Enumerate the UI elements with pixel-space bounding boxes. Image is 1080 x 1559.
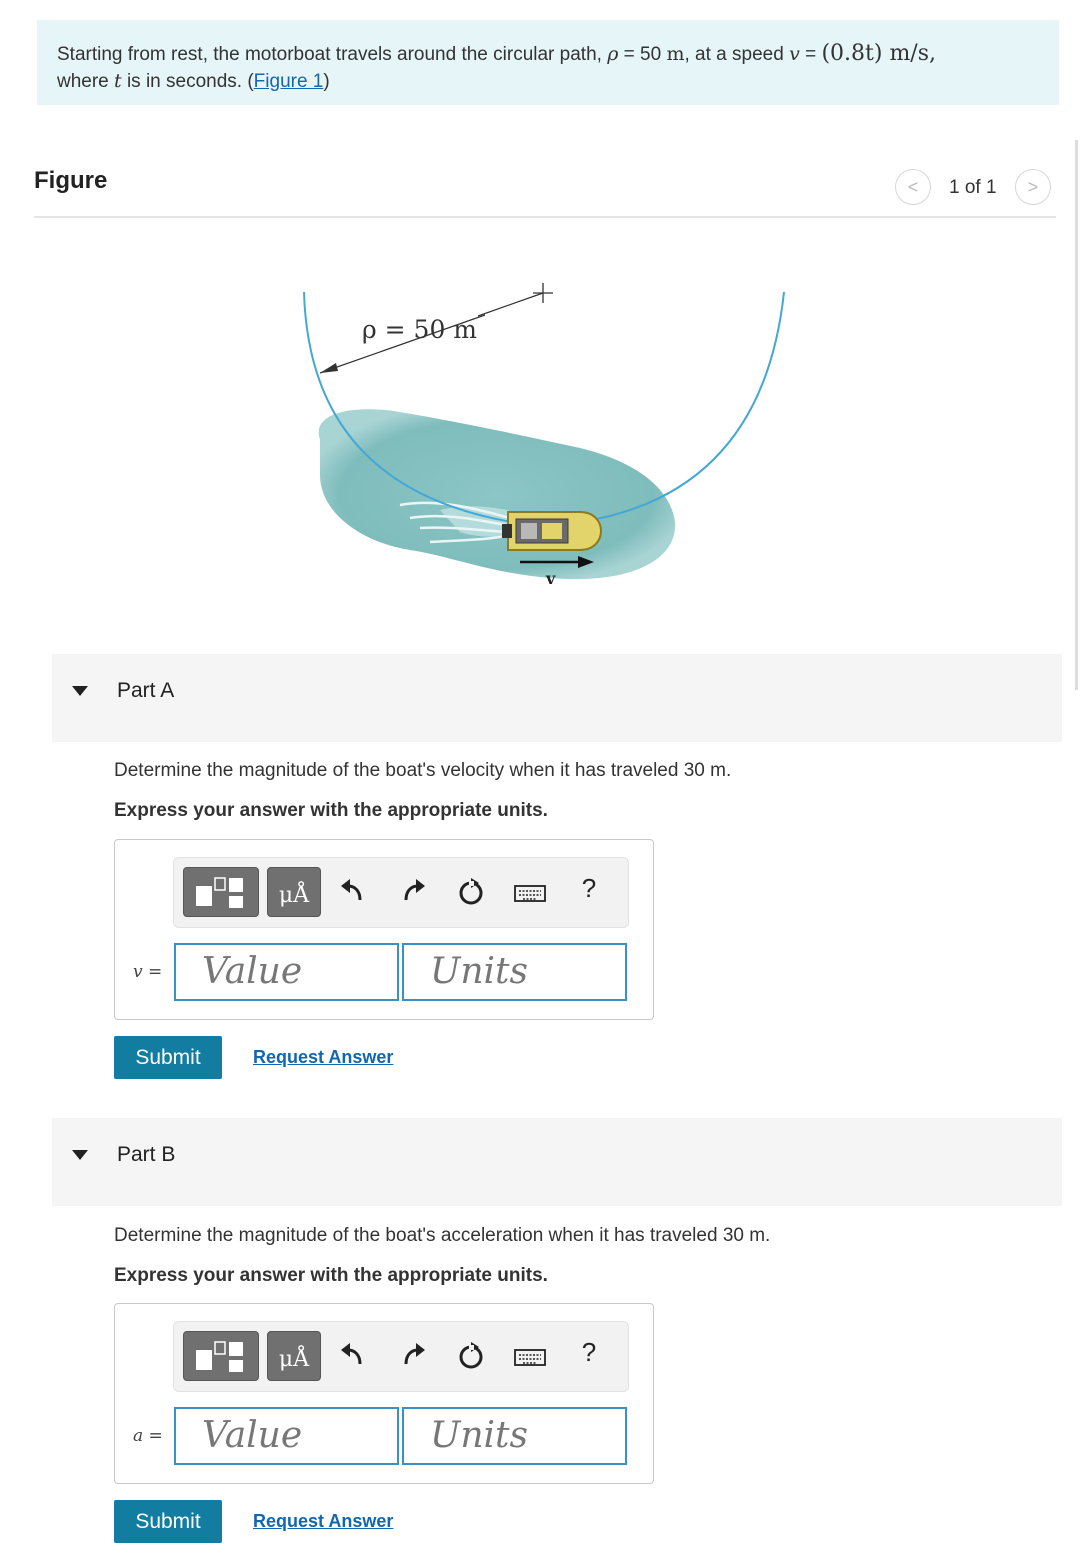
chevron-left-icon: < [907, 177, 919, 197]
templates-icon [184, 1332, 258, 1380]
figure-link[interactable]: Figure 1 [253, 71, 324, 92]
part-a-label: Part A [117, 679, 175, 702]
value-input[interactable]: Value [174, 1407, 399, 1465]
part-a-instruction: Express your answer with the appropriate units. [114, 800, 548, 821]
rho-unit: m [666, 43, 685, 65]
part-b-question: Determine the magnitude of the boat's acceleration when it has traveled 30 m. [114, 1225, 771, 1246]
help-button[interactable] [574, 1338, 604, 1372]
undo-icon [338, 874, 368, 908]
part-b-request-answer-link[interactable]: Request Answer [253, 1511, 394, 1531]
help-icon: ? [581, 873, 597, 903]
part-a-answer-box [114, 839, 654, 1020]
problem-text [57, 40, 936, 95]
units-icon: μÅ [278, 1347, 310, 1372]
units-input[interactable]: Units [402, 943, 627, 1001]
part-a-header[interactable] [52, 654, 1062, 742]
prev-figure-button[interactable] [895, 169, 931, 205]
problem-line2-mid: is in seconds. ( [121, 71, 254, 92]
value-input[interactable]: Value [174, 943, 399, 1001]
keyboard-icon [512, 874, 548, 908]
part-a-toolbar [173, 857, 629, 928]
part-b-header[interactable] [52, 1118, 1062, 1206]
templates-button[interactable] [183, 867, 259, 917]
keyboard-icon [512, 1338, 548, 1372]
water-surface [319, 409, 675, 579]
part-b-submit-button[interactable]: Submit [114, 1500, 222, 1543]
collapse-triangle-icon[interactable] [72, 1150, 88, 1160]
scrollbar[interactable] [1075, 140, 1078, 690]
redo-button[interactable] [398, 1338, 428, 1372]
units-button[interactable] [267, 867, 321, 917]
units-input[interactable]: Units [402, 1407, 627, 1465]
radius-line-to-center [478, 293, 543, 316]
part-a-submit-button[interactable]: Submit [114, 1036, 222, 1079]
problem-line2-start: where [57, 71, 115, 92]
v-equals: = [799, 44, 822, 65]
help-button[interactable] [574, 874, 604, 908]
next-figure-button[interactable] [1015, 169, 1051, 205]
problem-line1-mid: , at a speed [684, 44, 790, 65]
part-a-request-answer-link[interactable]: Request Answer [253, 1047, 394, 1067]
undo-icon [338, 1338, 368, 1372]
collapse-triangle-icon[interactable] [72, 686, 88, 696]
radius-arrowhead [320, 363, 338, 373]
v-symbol: v [789, 43, 800, 65]
chevron-right-icon: > [1027, 177, 1039, 197]
figure-divider [34, 216, 1056, 218]
motorboat-figure [290, 260, 810, 610]
part-b-answer-box [114, 1303, 654, 1484]
radius-label: ρ = 50 m [362, 315, 478, 344]
reset-button[interactable] [456, 1338, 486, 1372]
part-b-label: Part B [117, 1143, 176, 1166]
help-icon: ? [581, 1337, 597, 1367]
templates-icon [184, 868, 258, 916]
problem-line1-start: Starting from rest, the motorboat travels around the circular path, [57, 44, 608, 65]
redo-icon [398, 1338, 428, 1372]
undo-button[interactable] [338, 874, 368, 908]
rho-equals: = 50 [618, 44, 667, 65]
undo-button[interactable] [338, 1338, 368, 1372]
reset-icon [456, 874, 486, 908]
part-b-instruction: Express your answer with the appropriate units. [114, 1265, 548, 1286]
reset-icon [456, 1338, 486, 1372]
velocity-label: v [546, 569, 556, 588]
templates-button[interactable] [183, 1331, 259, 1381]
part-a-question: Determine the magnitude of the boat's velocity when it has traveled 30 m. [114, 760, 732, 781]
units-icon: μÅ [278, 883, 310, 908]
redo-button[interactable] [398, 874, 428, 908]
figure-pager [895, 169, 1055, 205]
redo-icon [398, 874, 428, 908]
keyboard-button[interactable] [512, 874, 548, 908]
variable-a-label: a = [133, 1426, 163, 1446]
keyboard-button[interactable] [512, 1338, 548, 1372]
t-symbol: t [114, 70, 122, 92]
problem-line2-end: ) [323, 71, 330, 92]
problem-statement [37, 20, 1059, 105]
reset-button[interactable] [456, 874, 486, 908]
rho-symbol: ρ [607, 43, 619, 65]
units-button[interactable] [267, 1331, 321, 1381]
v-expression: (0.8t) m/s, [821, 41, 936, 66]
figure-title: Figure [34, 167, 108, 194]
variable-v-label: v = [133, 962, 163, 982]
motorboat [502, 512, 601, 550]
part-b-toolbar [173, 1321, 629, 1392]
figure-counter: 1 of 1 [949, 177, 997, 198]
